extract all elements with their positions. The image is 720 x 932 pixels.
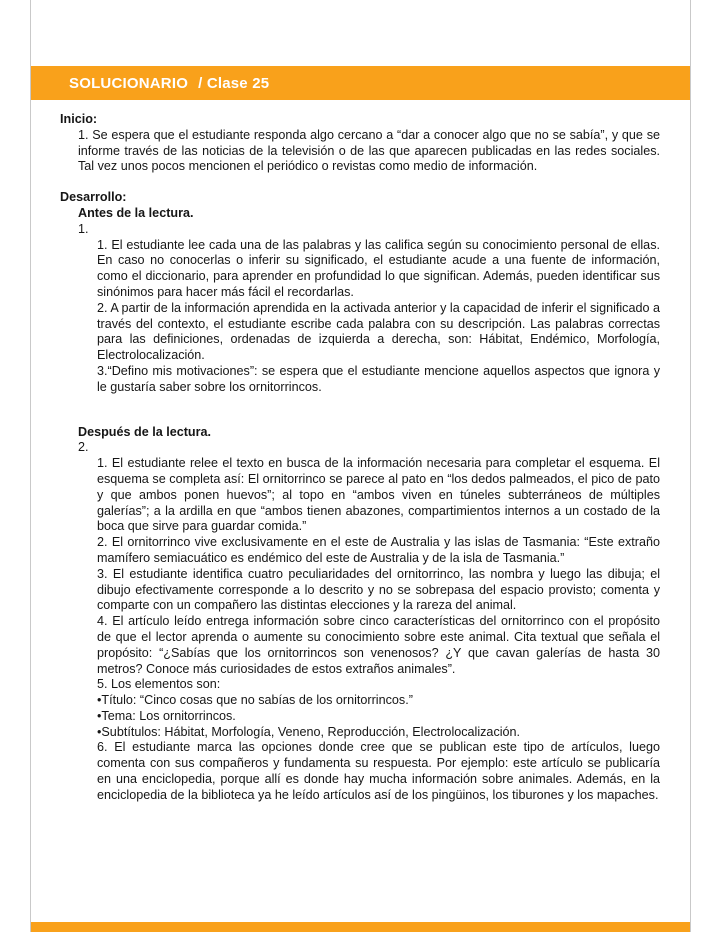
antes-item-number: 1. — [78, 221, 89, 236]
answer-paragraph: 1. El estudiante lee cada una de las palabras y las califica según su conocimiento personal de ellas. En caso no conocerlas o inferir su significado, el estudiante acude a una fuente de información, como el diccionario, para aprender en profundidad lo que significan. Además, pueden identificar sus sinónimos para hacer más fácil el recordarlas. — [97, 237, 660, 299]
section-inicio-label: Inicio: — [60, 112, 98, 126]
answer-paragraph: 3. El estudiante identifica cuatro peculiaridades del ornitorrinco, las nombra y luego las dibuja; el dibujo efectivamente corresponde a lo descrito y no se sobrepasa del espacio provisto; comenta y comparte con un compañero las distintas elecciones y la rareza del animal. — [97, 566, 660, 613]
page-subtitle: / Clase 25 — [198, 74, 270, 92]
section-desarrollo-label: Desarrollo: — [60, 190, 127, 205]
page-title: SOLUCIONARIO — [69, 74, 189, 92]
bullet-item: •Subtítulos: Hábitat, Morfología, Veneno, Reproducción, Electrolocalización. — [97, 724, 521, 739]
inicio-paragraph: 1. Se espera que el estudiante responda algo cercano a “dar a conocer algo que no se sabía”, y que se informe través de las noticias de la televisión o de las que aparecen publicadas en las redes sociales. Tal vez unos pocos mencionen el periódico o revistas como medio de información. — [78, 127, 660, 174]
section-gap — [60, 396, 660, 425]
bullet-item: •Título: “Cinco cosas que no sabías de los ornitorrincos.” — [97, 693, 413, 708]
despues-item-number: 2. — [78, 440, 89, 455]
subsection-antes-label: Antes de la lectura. — [78, 205, 194, 220]
answer-paragraph: 2. A partir de la información aprendida en la activada anterior y la capacidad de inferir el significado a través del contexto, el estudiante escribe cada palabra con su descripción. Las palabras correctas para las definiciones, ordenadas de izquierda a derecha, son: Hábitat, Endémico, Morfología, Electrolocalización. — [97, 300, 660, 363]
answer-paragraph: 1. El estudiante relee el texto en busca de la información necesaria para completar el esquema. El esquema se completa así: El ornitorrinco se parece al pato en “los dedos palmeados, el pico de pato y que ambos ponen huevos”; al topo en “ambos viven en túneles subterráneos de múltiples galerías”; a la ardilla en que “ambos tienen abazones, compartimientos internos a un costado de la boca que sirve para guardar comida.” — [97, 456, 660, 534]
header-bar — [31, 66, 690, 100]
section-gap — [60, 175, 660, 190]
page-left-border — [30, 0, 31, 932]
document-content — [60, 112, 660, 804]
answer-paragraph: 4. El artículo leído entrega información sobre cinco características del ornitorrinco con el propósito de que el lector aprenda o aumente su conocimiento sobre este animal. Cita textual que señala el propósito: “¿Sabías que los ornitorrincos son venenosos? ¿Y que cavan galerías de hasta 30 metros? Conoce más curiosidades de estos extraños animales”. — [97, 614, 660, 676]
answer-paragraph: 5. Los elementos son: — [97, 677, 221, 692]
answer-paragraph: 6. El estudiante marca las opciones donde cree que se publican este tipo de artículos, luego comenta con sus compañeros y fundamenta su respuesta. Por ejemplo: este artículo se publicaría en una enciclopedia, porque allí es donde hay mucha información sobre animales. Además, en la enciclopedia de la biblioteca ya he leído artículos así de los pingüinos, los tiburones y los mapaches. — [97, 740, 660, 802]
bullet-item: •Tema: Los ornitorrincos. — [97, 708, 236, 723]
subsection-despues-label: Después de la lectura. — [78, 424, 211, 439]
answer-paragraph: 2. El ornitorrinco vive exclusivamente en el este de Australia y las islas de Tasmania: “Este extraño mamífero semiacuático es endémico del este de Australia y de la isla de Tasmania.” — [97, 535, 660, 565]
answer-paragraph: 3.“Defino mis motivaciones”: se espera que el estudiante mencione aquellos aspectos que ignora y le gustaría saber sobre los ornitorrincos. — [97, 363, 660, 394]
next-page-header-bar — [31, 922, 690, 932]
page-right-border — [690, 0, 691, 932]
